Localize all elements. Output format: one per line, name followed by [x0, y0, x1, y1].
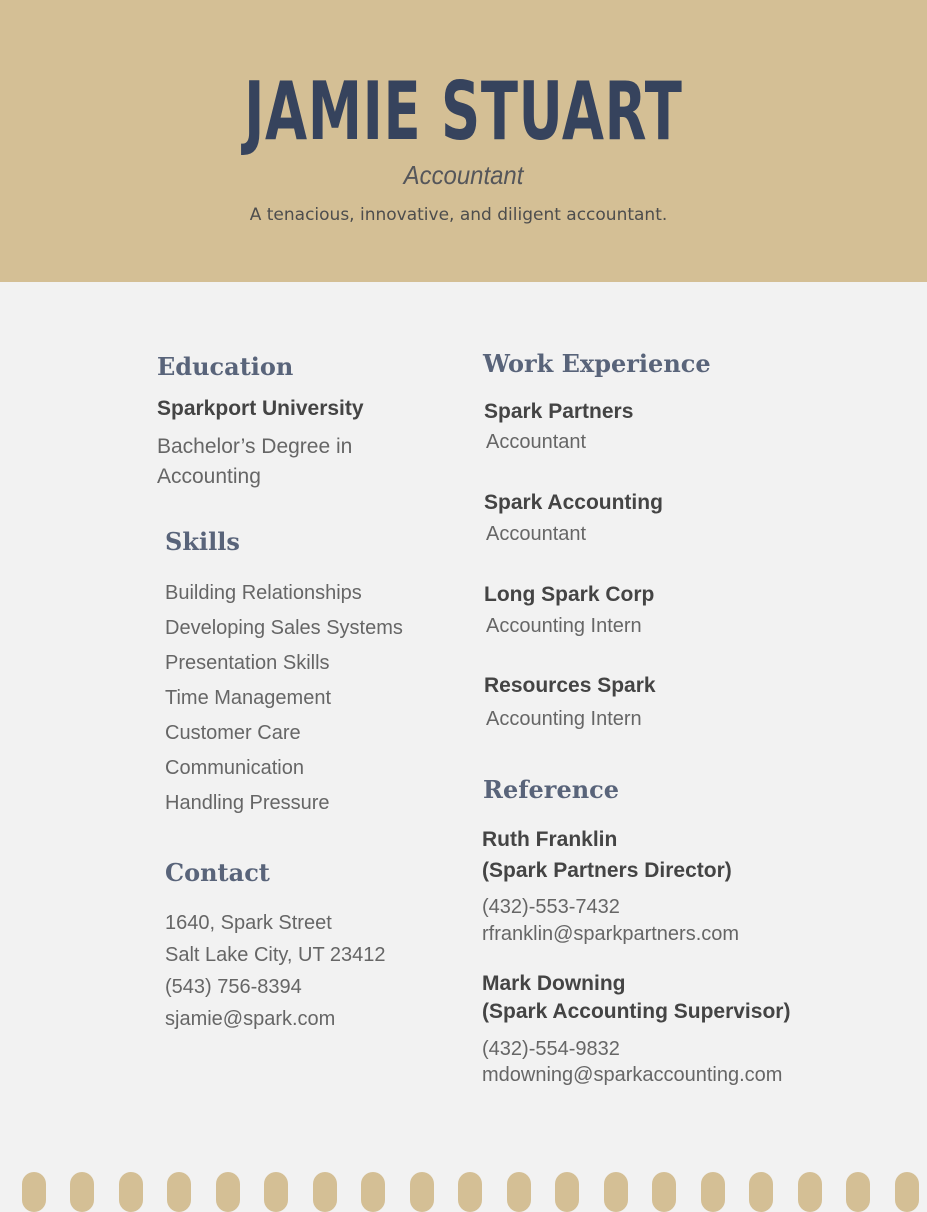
job-position: Accountant — [486, 431, 587, 453]
skill-item: Handling Pressure — [165, 792, 330, 814]
reference-name: Ruth Franklin — [482, 828, 618, 851]
contact-address2: Salt Lake City, UT 23412 — [165, 944, 386, 966]
reference-name: Mark Downing — [482, 972, 626, 995]
reference-heading: Reference — [483, 775, 620, 804]
skills-list — [165, 576, 403, 821]
decorative-tab — [361, 1172, 385, 1212]
contact-address1: 1640, Spark Street — [165, 912, 332, 934]
contact-email: sjamie@spark.com — [165, 1008, 336, 1030]
skills-heading: Skills — [165, 527, 240, 556]
reference-phone: (432)-554-9832 — [482, 1038, 620, 1060]
resume-tagline: A tenacious, innovative, and diligent accountant. — [249, 205, 668, 225]
decorative-tab — [167, 1172, 191, 1212]
education-school: Sparkport University — [157, 397, 364, 420]
reference-role: (Spark Accounting Supervisor) — [482, 1000, 791, 1023]
job-company: Resources Spark — [484, 674, 656, 697]
job-position: Accountant — [486, 523, 587, 545]
job-position: Accounting Intern — [486, 615, 642, 637]
education-degree-line1: Bachelor’s Degree in — [157, 435, 353, 458]
decorative-tab — [604, 1172, 628, 1212]
skill-item: Customer Care — [165, 722, 301, 744]
header-banner — [0, 0, 927, 282]
decorative-tab — [652, 1172, 676, 1212]
decorative-tab — [749, 1172, 773, 1212]
skill-item: Building Relationships — [165, 582, 362, 604]
reference-phone: (432)-553-7432 — [482, 896, 620, 918]
decorative-tab — [264, 1172, 288, 1212]
decorative-tab — [119, 1172, 143, 1212]
job-company: Long Spark Corp — [484, 583, 655, 606]
reference-email: mdowning@sparkaccounting.com — [482, 1064, 783, 1086]
skill-item: Presentation Skills — [165, 652, 330, 674]
work-heading: Work Experience — [483, 349, 711, 378]
job-company: Spark Accounting — [484, 491, 663, 514]
decorative-tab — [22, 1172, 46, 1212]
skill-item: Communication — [165, 757, 304, 779]
resume-name: JAMIE STUART — [244, 65, 683, 158]
decorative-tab — [216, 1172, 240, 1212]
decorative-tab — [895, 1172, 919, 1212]
decorative-tab — [410, 1172, 434, 1212]
decorative-tab — [70, 1172, 94, 1212]
skill-item: Time Management — [165, 687, 331, 709]
decorative-tab — [846, 1172, 870, 1212]
education-degree-line2: Accounting — [157, 465, 261, 488]
reference-email: rfranklin@sparkpartners.com — [482, 923, 740, 945]
reference-role: (Spark Partners Director) — [482, 859, 732, 882]
decorative-tab — [798, 1172, 822, 1212]
decorative-tab — [555, 1172, 579, 1212]
decorative-tab — [507, 1172, 531, 1212]
skill-item: Developing Sales Systems — [165, 617, 403, 639]
decorative-tab — [701, 1172, 725, 1212]
decorative-tab — [458, 1172, 482, 1212]
decorative-border — [0, 1172, 927, 1200]
decorative-tab — [313, 1172, 337, 1212]
education-heading: Education — [157, 352, 294, 381]
resume-role: Accountant — [403, 160, 524, 190]
contact-heading: Contact — [165, 858, 270, 887]
contact-phone: (543) 756-8394 — [165, 976, 302, 998]
job-position: Accounting Intern — [486, 708, 642, 730]
job-company: Spark Partners — [484, 400, 634, 423]
